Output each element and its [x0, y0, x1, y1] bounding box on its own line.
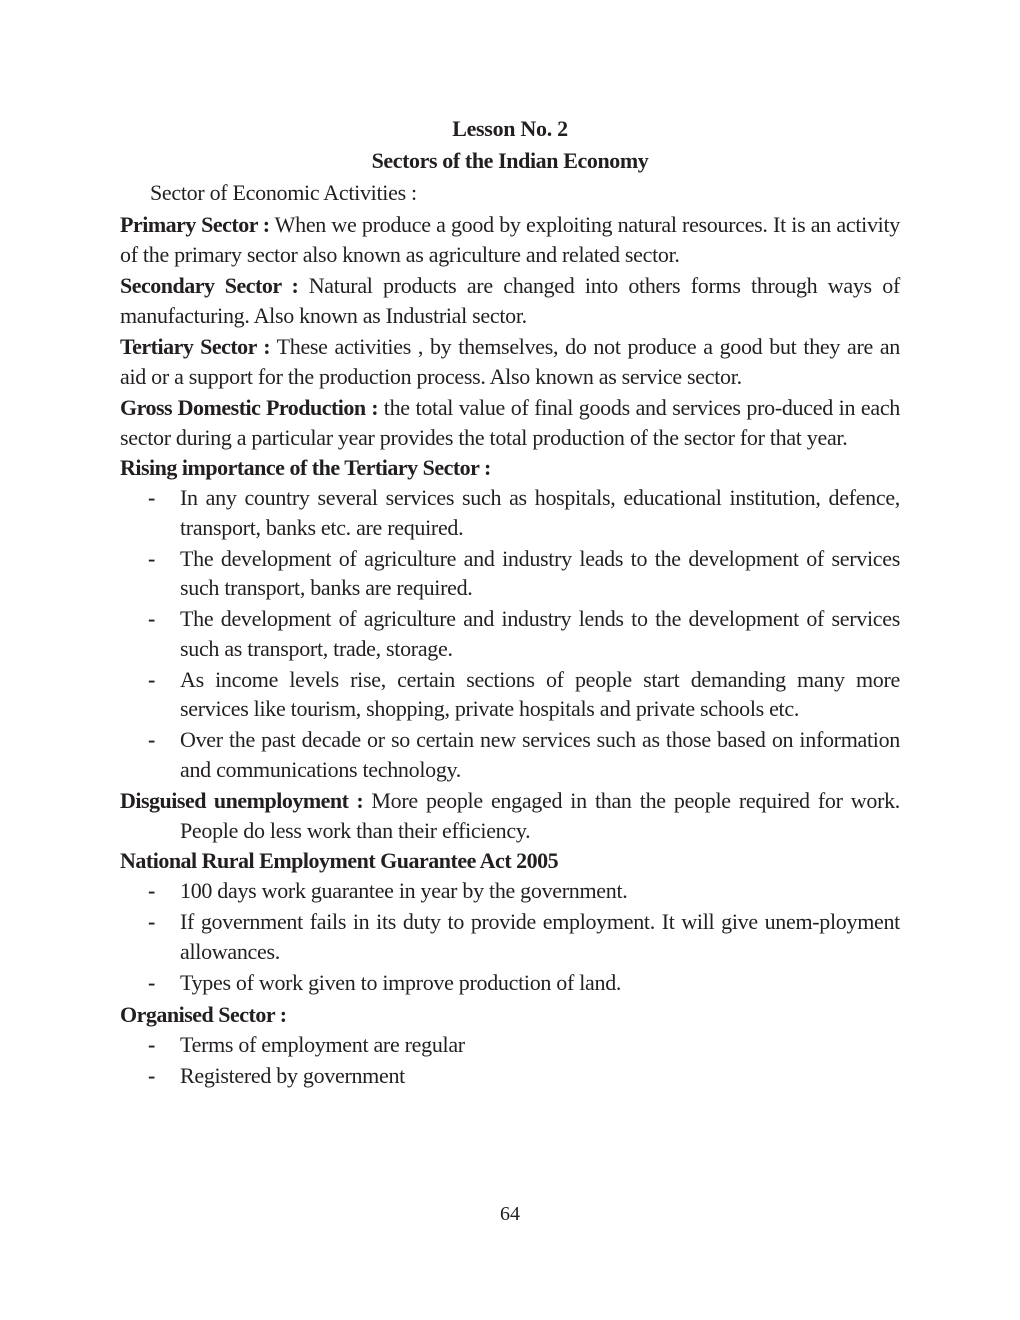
- definition-term: Primary Sector :: [120, 212, 270, 237]
- definition-secondary-sector: [120, 271, 900, 330]
- list-item: [120, 1030, 900, 1060]
- list-item-text: In any country several services such as hospitals, educational institution, defence, transport, banks etc. are required.: [180, 485, 900, 540]
- definition-term: Gross Domestic Production :: [120, 395, 379, 420]
- definition-disguised-unemployment: [120, 786, 900, 845]
- section-heading-nrega: National Rural Employment Guarantee Act 2005: [120, 848, 559, 873]
- section-heading-organised-sector: Organised Sector :: [120, 1001, 287, 1027]
- definition-text: the total value of final goods and services pro-duced in each sector during a particular year provides the total production of the sector for that year.: [120, 395, 900, 450]
- definition-text: Natural products are changed into others forms through ways of manufacturing. Also known as Industrial sector.: [120, 273, 900, 328]
- list-item-text: As income levels rise, certain sections of people start demanding many more services like tourism, shopping, private hospitals and private schools etc.: [180, 666, 900, 721]
- list-item: [120, 483, 900, 542]
- definition-text: More people engaged in than the people required for work. People do less work than their efficiency.: [180, 788, 901, 843]
- dash-bullet-icon: -: [148, 485, 156, 510]
- list-item-text: Registered by government: [180, 1062, 405, 1088]
- list-item: [120, 876, 900, 906]
- dash-bullet-icon: -: [148, 1062, 156, 1088]
- lesson-number: Lesson No. 2: [452, 116, 568, 141]
- definition-term: Secondary Sector :: [120, 273, 299, 298]
- dash-bullet-icon: -: [148, 545, 156, 571]
- dash-bullet-icon: -: [148, 606, 156, 631]
- dash-bullet-icon: -: [148, 878, 156, 903]
- nrega-list: [120, 876, 900, 997]
- definition-term: Disguised unemployment :: [120, 788, 364, 813]
- list-item-text: 100 days work guarantee in year by the government.: [180, 878, 628, 903]
- list-item: [120, 544, 900, 603]
- dash-bullet-icon: -: [148, 727, 156, 752]
- list-item-text: The development of agriculture and industry leads to the development of services such transport, banks are required.: [180, 545, 900, 600]
- lesson-title: Sectors of the Indian Economy: [371, 148, 649, 173]
- section-heading-tertiary-importance: Rising importance of the Tertiary Sector :: [120, 455, 491, 480]
- definition-term: Tertiary Sector :: [120, 334, 271, 359]
- list-item-text: Terms of employment are regular: [180, 1031, 465, 1057]
- organised-sector-list: [120, 1030, 900, 1091]
- definition-text: These activities , by themselves, do not produce a good but they are an aid or a support for the production process. Also known as service sector.: [120, 334, 901, 389]
- list-item: [120, 604, 900, 663]
- tertiary-importance-list: [120, 483, 900, 784]
- document-page: [120, 114, 900, 1092]
- list-item: [120, 725, 900, 784]
- list-item: [120, 1061, 900, 1091]
- list-item: [120, 907, 900, 966]
- intro-line: Sector of Economic Activities :: [150, 180, 417, 205]
- list-item: [120, 968, 900, 998]
- definition-text: When we produce a good by exploiting natural resources. It is an activity of the primary sector also known as agriculture and related sector.: [120, 212, 900, 267]
- list-item-text: If government fails in its duty to provide employment. It will give unem-ployment allowances.: [180, 909, 900, 964]
- list-item-text: Over the past decade or so certain new services such as those based on information and communications technology.: [180, 727, 900, 782]
- list-item: [120, 665, 900, 724]
- definition-gdp: [120, 393, 900, 452]
- dash-bullet-icon: -: [148, 1031, 156, 1057]
- dash-bullet-icon: -: [148, 969, 156, 995]
- definition-tertiary-sector: [120, 332, 900, 391]
- page-number: 64: [500, 1203, 520, 1225]
- definition-primary-sector: [120, 210, 900, 269]
- dash-bullet-icon: -: [148, 666, 156, 692]
- dash-bullet-icon: -: [148, 909, 156, 934]
- list-item-text: Types of work given to improve production of land.: [180, 969, 622, 995]
- list-item-text: The development of agriculture and industry lends to the development of services such as transport, trade, storage.: [180, 606, 900, 661]
